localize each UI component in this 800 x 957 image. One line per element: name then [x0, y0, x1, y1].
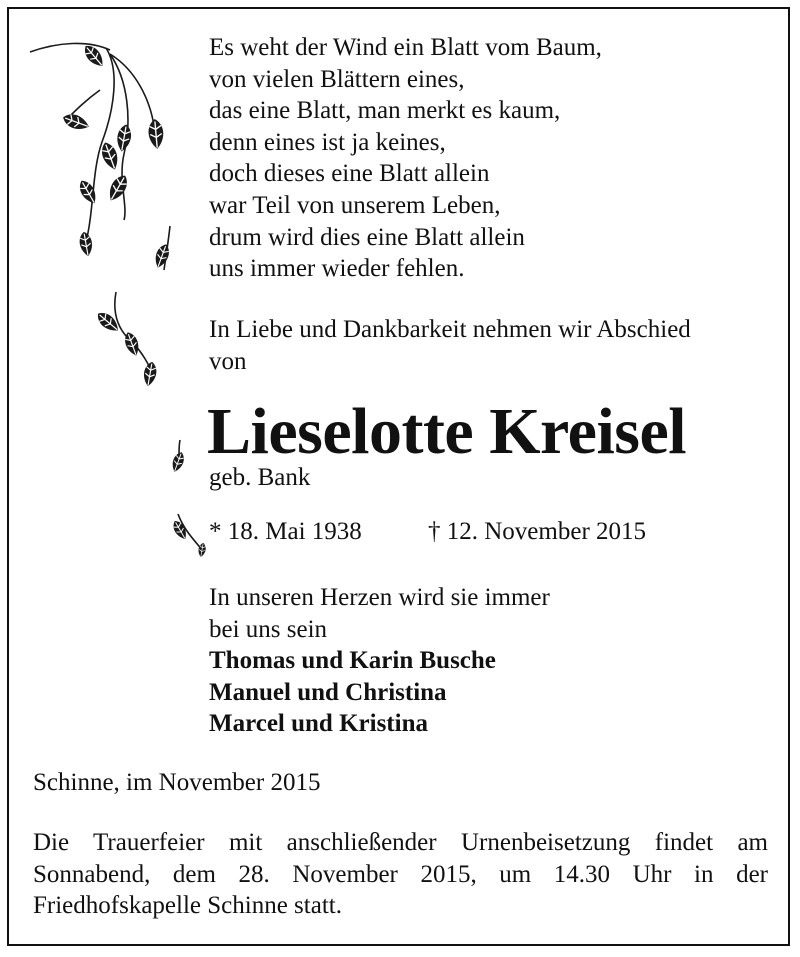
- mourner-name: Manuel und Christina: [209, 678, 447, 706]
- heart-text: [209, 582, 550, 645]
- funeral-notice-line: Die Trauerfeier mit anschließender Urnenbeisetzung findet am: [33, 829, 768, 856]
- place-date: Schinne, im November 2015: [33, 769, 321, 796]
- poem-line: war Teil von unserem Leben,: [209, 191, 501, 219]
- mourners-list: [209, 645, 496, 740]
- funeral-notice: [33, 827, 768, 922]
- poem-line: denn eines ist ja keines,: [209, 128, 446, 156]
- farewell-text: [209, 314, 691, 377]
- birth-date: * 18. Mai 1938: [209, 518, 362, 545]
- mourner-name: Marcel und Kristina: [209, 710, 428, 738]
- poem-line: das eine Blatt, man merkt es kaum,: [209, 97, 561, 125]
- heart-text-line: In unseren Herzen wird sie immer: [209, 584, 550, 611]
- mourner-name: Thomas und Karin Busche: [209, 647, 496, 674]
- poem-line: Es weht der Wind ein Blatt vom Baum,: [209, 34, 602, 61]
- life-dates: [209, 516, 647, 548]
- farewell-line: In Liebe und Dankbarkeit nehmen wir Abschied: [209, 316, 691, 343]
- poem-line: von vielen Blättern eines,: [209, 65, 465, 93]
- heart-text-line: bei uns sein: [209, 615, 328, 643]
- poem-line: drum wird dies eine Blatt allein: [209, 223, 525, 251]
- poem: [209, 32, 602, 285]
- deceased-name: Lieselotte Kreisel: [207, 395, 687, 468]
- poem-line: doch dieses eine Blatt allein: [209, 160, 490, 188]
- funeral-notice-line: Friedhofskapelle Schinne statt.: [33, 892, 342, 920]
- maiden-name-text: geb. Bank: [209, 464, 311, 491]
- birch-leaves-icon: [28, 30, 218, 570]
- farewell-line: von: [209, 347, 247, 375]
- maiden-name: [209, 462, 310, 494]
- funeral-notice-line: Sonnabend, dem 28. November 2015, um 14.30 Uhr in der: [33, 860, 768, 888]
- death-date: † 12. November 2015: [428, 518, 647, 545]
- poem-line: uns immer wieder fehlen.: [209, 255, 465, 283]
